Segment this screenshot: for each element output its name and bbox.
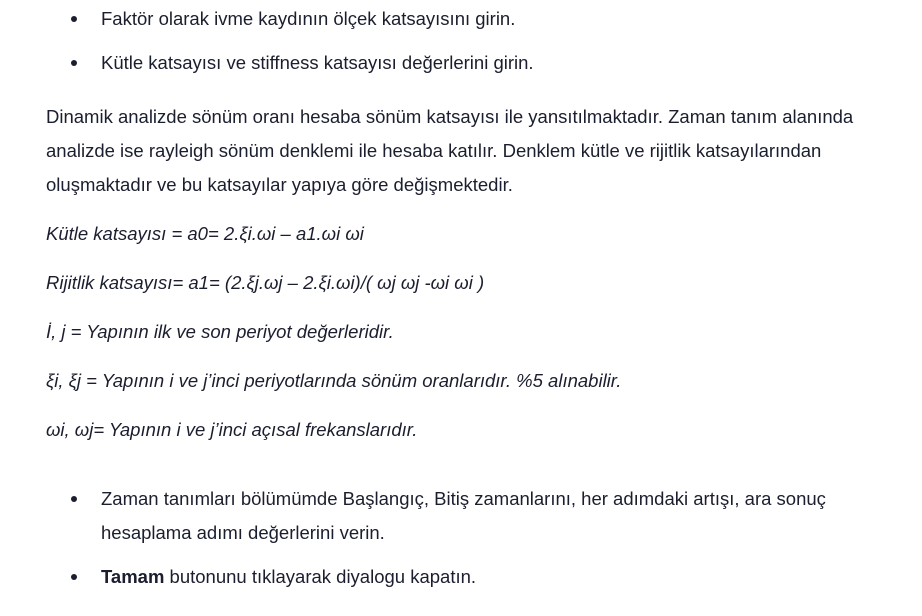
list-item bbox=[46, 560, 886, 594]
bullet-dot-icon bbox=[71, 16, 77, 22]
definition-xi: ξi, ξj = Yapının i ve j’inci periyotlarında sönüm oranlarıdır. %5 alınabilir. bbox=[46, 370, 622, 391]
list-item-text: butonunu tıklayarak diyalogu kapatın. bbox=[164, 566, 477, 587]
definition-omega: ωi, ωj= Yapının i ve j’inci açısal frekanslarıdır. bbox=[46, 419, 418, 440]
bullet-list-bottom bbox=[46, 482, 886, 604]
formula-rijitlik-katsayisi: Rijitlik katsayısı= a1= (2.ξj.ωj – 2.ξi.ωi)/( ωj ωj -ωi ωi ) bbox=[46, 272, 485, 293]
list-item bbox=[46, 2, 886, 36]
bullet-dot-icon bbox=[71, 60, 77, 66]
list-item-text: Zaman tanımları bölümümde Başlangıç, Bitiş zamanlarını, her adımdaki artışı, ara sonuç hesaplama adımı değerlerini verin. bbox=[101, 488, 826, 543]
formula-kutle-katsayisi: Kütle katsayısı = a0= 2.ξi.ωi – a1.ωi ωi bbox=[46, 223, 364, 244]
tamam-button-reference: Tamam bbox=[101, 566, 165, 587]
list-item-text: Faktör olarak ivme kaydının ölçek katsayısını girin. bbox=[101, 8, 516, 29]
definition-i-j: İ, j = Yapının ilk ve son periyot değerleridir. bbox=[46, 321, 394, 342]
list-item bbox=[46, 46, 886, 80]
list-item bbox=[46, 482, 886, 550]
intro-paragraph: Dinamik analizde sönüm oranı hesaba sönüm katsayısı ile yansıtılmaktadır. Zaman tanım alanında analizde ise rayleigh sönüm denklemi ile hesaba katılır. Denklem kütle ve rijitlik katsayılarından oluşmaktadır ve bu katsayılar yapıya göre değişmektedir. bbox=[46, 106, 854, 195]
bullet-dot-icon bbox=[71, 574, 77, 580]
list-item-text: Kütle katsayısı ve stiffness katsayısı değerlerini girin. bbox=[101, 52, 534, 73]
bullet-dot-icon bbox=[71, 496, 77, 502]
bullet-list-top bbox=[46, 2, 886, 90]
